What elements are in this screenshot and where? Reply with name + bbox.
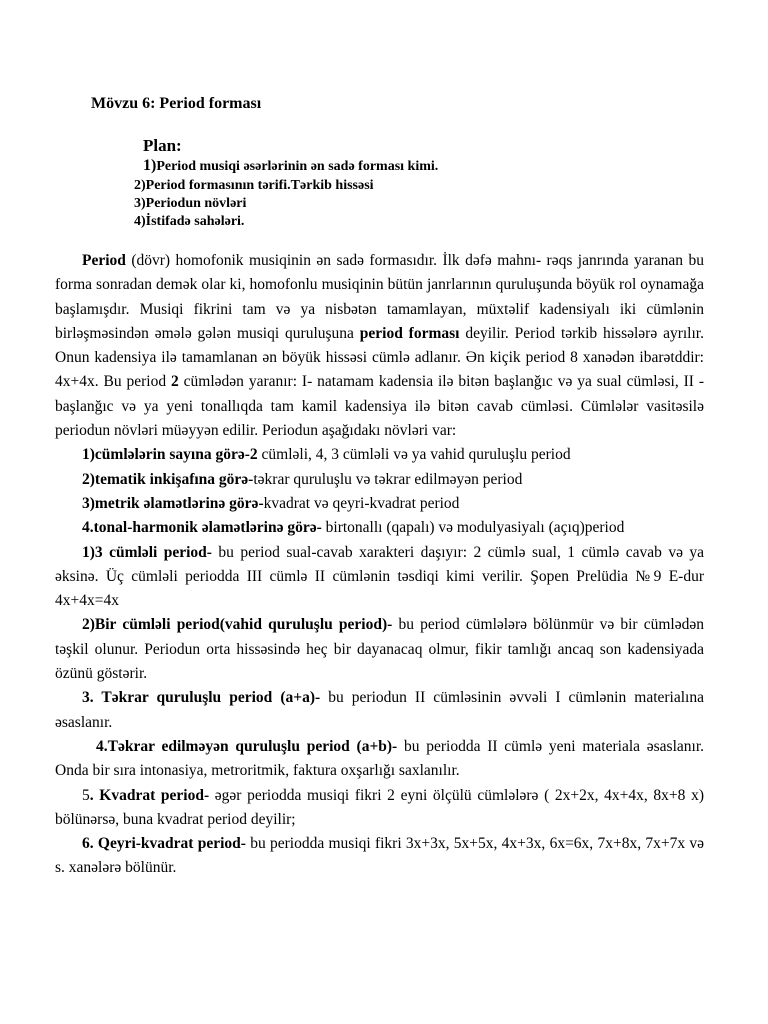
body-text — [55, 249, 704, 881]
plan-item: 2)Period formasının tərifi.Tərkib hissəsi — [134, 178, 374, 193]
intro-paragraph: Period (dövr) homofonik musiqinin ən sadə formasıdır. İlk dəfə mahnı- rəqs janrında yaranan bu forma sonradan demək olar ki, homofonlu musiqinin bütün janrlarının quruluşunda böyük rol oynamağa başlamışdır. Musiqi fikrini tam və ya nisbətən tamamlayan, müxtəlif kadensiyalı iki cümlənin birləşməsindən əmələ gələn musiqi quruluşuna period forması deyilir. Period tərkib hissələrə ayrılır. Onun kadensiya ilə tamamlanan ən böyük hissəsi cümlə adlanır. Ən kiçik period 8 xanədən ibarətddir: 4x+4x. Bu period 2 cümlədən yaranır: I- natamam kadensia ilə bitən başlanğıc və ya sual cümləsi, II - başlanğıc və ya yeni tonallıqda tam kamil kadensiya ilə bitən cavab cümləsi. Cümlələr vasitəsilə periodun növləri müəyyən edilir. Periodun aşağıdakı növləri var: — [55, 252, 704, 440]
plan-label: Plan: — [143, 136, 182, 155]
detail-paragraph: 5. Kvadrat period- əgər periodda musiqi fikri 2 eyni ölçülü cümlələrə ( 2x+2x, 4x+4x, 8x+8 x) bölünərsə, buna kvadrat period deyilir; — [55, 786, 704, 828]
plan-item: 1)Period musiqi əsərlərinin ən sadə forması kimi. — [143, 157, 439, 174]
plan-item: 3)Periodun növləri — [134, 196, 247, 211]
type-item: 4.tonal-harmonik əlamətlərinə görə- birtonallı (qapalı) və modulyasiyalı (açıq)period — [82, 519, 625, 537]
detail-paragraph: 3. Təkrar quruluşlu period (a+a)- bu periodun II cümləsinin əvvəli I cümlənin materialına əsaslanır. — [55, 689, 704, 731]
type-item: 1)cümlələrin sayına görə-2 cümləli, 4, 3 cümləli və ya vahid quruluşlu period — [82, 446, 571, 464]
detail-paragraph: 1)3 cümləli period- bu period sual-cavab xarakteri daşıyır: 2 cümlə sual, 1 cümlə cavab və ya əksinə. Üç cümləli periodda III cümlə II cümlənin təsdiqi kimi verilir. Şopen Prelüdia №9 E-dur 4x+4x=4x — [55, 543, 705, 610]
detail-paragraph: 4.Təkrar edilməyən quruluşlu period (a+b)- bu periodda II cümlə yeni materiala əsaslanır. Onda bir sıra intonasiya, metroritmik, faktura oxşarlığı saxlanılır. — [55, 737, 705, 780]
type-item: 3)metrik əlamətlərinə görə-kvadrat və qeyri-kvadrat period — [82, 494, 460, 512]
detail-paragraph: 6. Qeyri-kvadrat period- bu periodda musiqi fikri 3x+3x, 5x+5x, 4x+3x, 6x=6x, 7x+8x, 7x+7x və s. xanələrə bölünür. — [55, 835, 704, 877]
page-title: Mövzu 6: Period forması — [91, 95, 262, 112]
type-item: 2)tematik inkişafına görə-təkrar quruluşlu və təkrar edilməyən period — [82, 470, 523, 488]
detail-paragraph: 2)Bir cümləli period(vahid quruluşlu period)- bu period cümlələrə bölünmür və bir cümlədən təşkil olunur. Periodun orta hissəsində heç bir dayanacaq olmur, fikir tamlığı ancaq son kadensiyada özünü göstərir. — [55, 616, 705, 683]
plan-item: 4)İstifadə sahələri. — [134, 214, 245, 229]
